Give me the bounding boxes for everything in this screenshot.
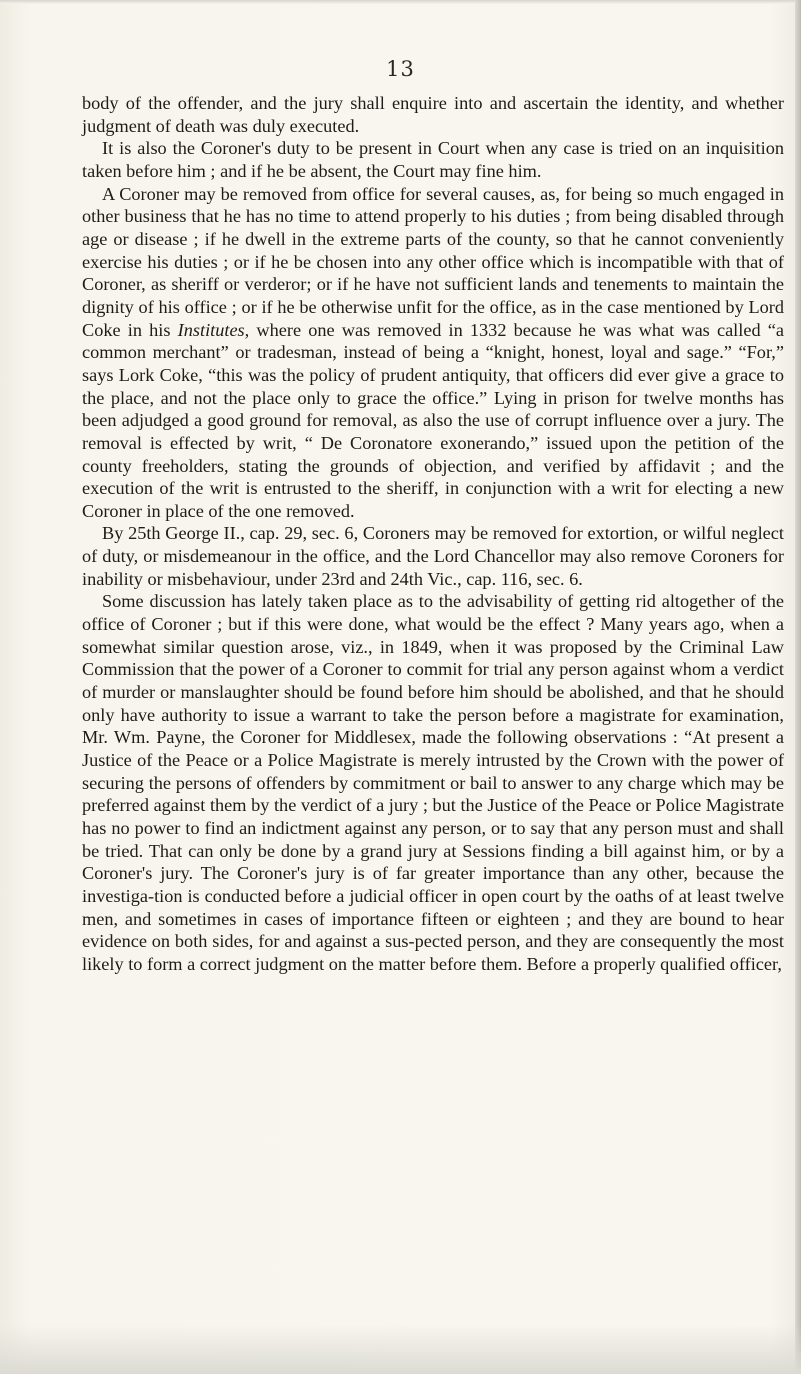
text-run: body of the offender, and the jury shall enquire into and ascertain the identity, and whether judgment of death was duly executed. [82, 93, 784, 136]
body-text [82, 92, 784, 976]
text-run: It is also the Coroner's duty to be present in Court when any case is tried on an inquisition taken before him ; and if he be absent, the Court may fine him. [82, 138, 784, 181]
paragraph-court-presence [82, 137, 784, 182]
paragraph-removal-causes [82, 183, 784, 523]
text-run: A Coroner may be removed from office for several causes, as, for being so much engaged in other business that he has no time to attend properly to his duties ; from being disabled through age or disease ; if he dwell in the extreme parts of the county, so that he cannot conveniently exercise his duties ; or if he be chosen into any other office which is incompatible with that of Coroner, as sheriff or verderor; or if he have not sufficient lands and tenements to maintain the dignity of his office ; or if he be otherwise unfit for the office, as in the case mentioned by Lord Coke in his [82, 183, 784, 340]
paragraph-discussion [82, 590, 784, 975]
text-run: where one was removed in 1332 because he was what was called “a common merchant” or tradesman, instead of being a “knight, honest, loyal and sage.” “For,” says Lork Coke, “this was the policy of prudent antiquity, that officers did ever give a grace to the place, and not the place only to grace the office.” Lying in prison for twelve months has been adjudged a good ground for removal, as also the use of corrupt influence over a jury. The removal is effected by writ, “ De Coronatore exonerando,” issued upon the petition of the county freeholders, stating the grounds of objection, and verified by affidavit ; and the execution of the writ is entrusted to the sheriff, in conjunction with a writ for electing a new Coroner in place of the one removed. [82, 319, 784, 521]
page-right-edge [795, 0, 801, 1374]
page-bottom-shade [0, 1324, 801, 1374]
text-run: By 25th George II., cap. 29, sec. 6, Coroners may be removed for extortion, or wilful neglect of duty, or misdemeanour in the office, and the Lord Chancellor may also remove Coroners for inability or misbehaviour, under 23rd and 24th Vic., cap. 116, sec. 6. [82, 523, 784, 589]
book-title-institutes: Institutes, [177, 319, 250, 340]
paragraph-continuation [82, 92, 784, 137]
text-run: Some discussion has lately taken place as to the advisability of getting rid altogether of the office of Coroner ; but if this were done, what would be the effect ? Many years ago, when a somewhat similar question arose, viz., in 1849, when it was proposed by the Criminal Law Commission that the power of a Coroner to commit for trial any person against whom a verdict of murder or manslaughter should be found before him should be abolished, and that he should only have authority to issue a warrant to take the person before a magistrate for examination, Mr. Wm. Payne, the Coroner for Middlesex, made the following observations : “At present a Justice of the Peace or a Police Magistrate is merely intrusted by the Crown with the power of securing the persons of offenders by commitment or bail to answer to any charge which may be preferred against them by the verdict of a jury ; but the Justice of the Peace or Police Magistrate has no power to find an indictment against any person, or to say that any person must and shall be tried. That can only be done by a grand jury at Sessions finding a bill against him, or by a Coroner's jury. The Coroner's jury is of far greater importance than any other, because the investiga-tion is conducted before a judicial officer in open court by the oaths of at least twelve men, and sometimes in cases of importance fifteen or eighteen ; and they are bound to hear evidence on both sides, for and against a sus-pected person, and they are consequently the most likely to form a correct judgment on the matter before them. Before a properly qualified officer, [82, 591, 784, 974]
paragraph-statute [82, 522, 784, 590]
page-top-edge [0, 0, 801, 4]
page-number: 13 [386, 57, 415, 81]
